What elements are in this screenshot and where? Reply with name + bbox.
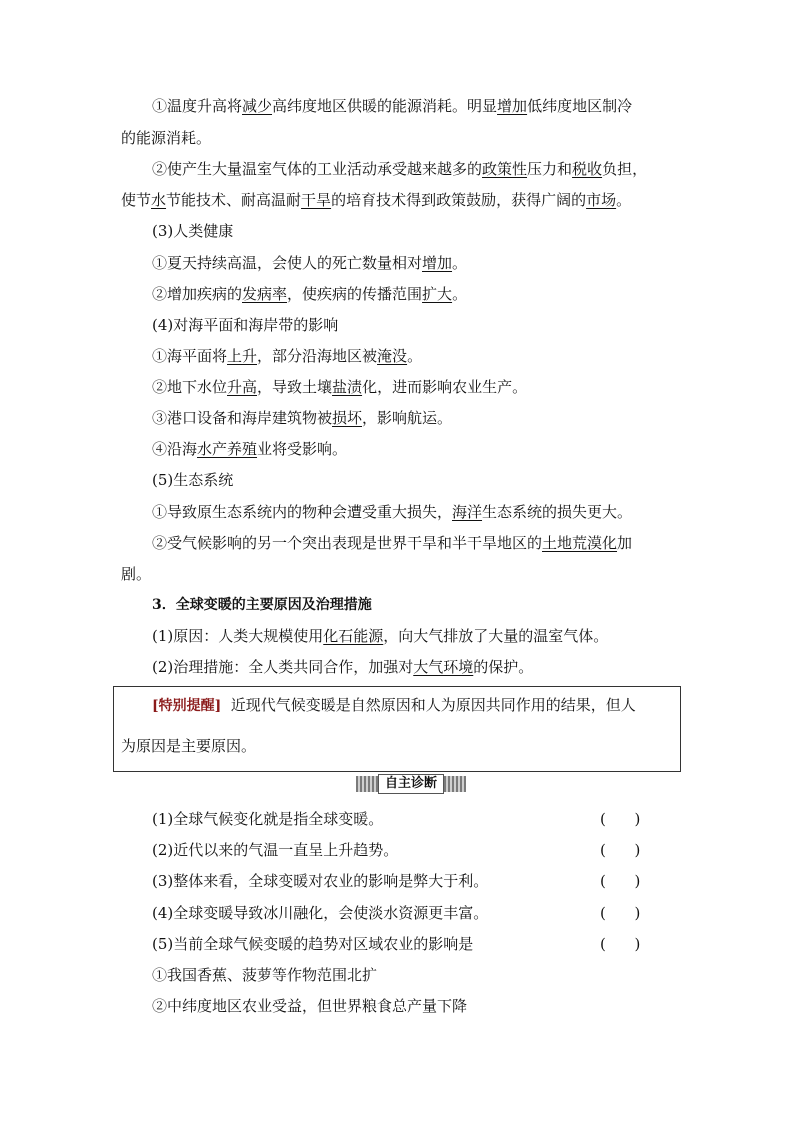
text-segment: 业将受影响。 xyxy=(257,440,348,458)
answer-blank: 盐渍 xyxy=(332,378,363,396)
eco-line-2 xyxy=(152,533,632,553)
diagnosis-sub-item: ②中纬度地区农业受益，但世界粮食总产量下降 xyxy=(152,997,468,1015)
eco-line-2-cont: 剧。 xyxy=(121,565,152,583)
text-segment: 低纬度地区制冷 xyxy=(527,97,633,115)
answer-bracket: ( ) xyxy=(600,935,641,953)
text-segment: ，导致土壤 xyxy=(257,378,333,396)
sea-heading: (4)对海平面和海岸带的影响 xyxy=(152,316,339,334)
answer-blank: 海洋 xyxy=(452,503,483,521)
answer-blank: 增加 xyxy=(422,254,453,272)
answer-blank: 土地荒漠化 xyxy=(542,534,618,552)
text-segment: ，使疾病的传播范围 xyxy=(287,285,423,303)
answer-blank: 减少 xyxy=(242,97,273,115)
text-segment: ①温度升高将 xyxy=(152,97,243,115)
health-line-1 xyxy=(152,253,467,273)
text-segment: ，部分沿海地区被 xyxy=(257,347,378,365)
text-segment: ②增加疾病的 xyxy=(152,285,243,303)
reminder-text: 近现代气候变暖是自然原因和人为原因共同作用的结果，但人 xyxy=(230,696,636,714)
energy-line-1 xyxy=(152,96,632,116)
cause-line xyxy=(152,626,608,646)
self-diagnosis-label: 自主诊断 xyxy=(378,774,444,794)
text-segment: 使节 xyxy=(121,191,152,209)
answer-blank: 扩大 xyxy=(422,285,453,303)
text-segment: ①海平面将 xyxy=(152,347,228,365)
answer-blank: 政策性 xyxy=(482,160,528,178)
text-segment: ，向大气排放了大量的温室气体。 xyxy=(383,627,609,645)
sea-line-4 xyxy=(152,439,347,459)
sea-line-1 xyxy=(152,346,422,366)
text-segment: 加 xyxy=(617,534,633,552)
diagnosis-item: (3)整体来看，全球变暖对农业的影响是弊大于利。 xyxy=(152,872,489,890)
energy-line-1-cont: 的能源消耗。 xyxy=(121,129,212,147)
answer-blank: 市场 xyxy=(586,191,617,209)
answer-blank: 发病率 xyxy=(242,285,288,303)
diagnosis-item: (1)全球气候变化就是指全球变暖。 xyxy=(152,810,384,828)
text-segment: ③港口设备和海岸建筑物被 xyxy=(152,409,333,427)
text-segment: (1)原因：人类大规模使用 xyxy=(152,627,324,645)
text-segment: ，影响航运。 xyxy=(362,409,453,427)
answer-blank: 损坏 xyxy=(332,409,363,427)
sea-line-3 xyxy=(152,408,452,428)
text-segment: 节能技术、耐高温耐 xyxy=(166,191,302,209)
text-segment: ④沿海 xyxy=(152,440,198,458)
diagnosis-item: (4)全球变暖导致冰川融化，会使淡水资源更丰富。 xyxy=(152,904,489,922)
diagnosis-sub-item: ①我国香蕉、菠萝等作物范围北扩 xyxy=(152,966,378,984)
self-diagnosis-banner xyxy=(356,774,466,794)
energy-line-2 xyxy=(152,159,647,179)
text-segment: 。 xyxy=(407,347,423,365)
answer-bracket: ( ) xyxy=(600,872,641,890)
reminder-tag: [特别提醒] xyxy=(152,698,222,714)
reminder-line-2: 为原因是主要原因。 xyxy=(121,737,257,755)
answer-bracket: ( ) xyxy=(600,904,641,922)
answer-blank: 化石能源 xyxy=(323,627,384,645)
energy-line-2-cont xyxy=(121,190,631,210)
answer-blank: 淹没 xyxy=(377,347,408,365)
answer-bracket: ( ) xyxy=(600,841,641,859)
answer-blank: 大气环境 xyxy=(413,658,474,676)
text-segment: ①导致原生态系统内的物种会遭受重大损失， xyxy=(152,503,453,521)
text-segment: 化，进而影响农业生产。 xyxy=(362,378,528,396)
text-segment: 。 xyxy=(452,285,468,303)
health-line-2 xyxy=(152,284,467,304)
eco-line-1 xyxy=(152,502,632,522)
answer-bracket: ( ) xyxy=(600,810,641,828)
text-segment: 。 xyxy=(452,254,468,272)
text-segment: 的保护。 xyxy=(473,658,534,676)
answer-blank: 上升 xyxy=(227,347,258,365)
text-segment: 。 xyxy=(616,191,632,209)
answer-blank: 水产养殖 xyxy=(197,440,258,458)
answer-blank: 升高 xyxy=(227,378,258,396)
text-segment: ②地下水位 xyxy=(152,378,228,396)
eco-heading: (5)生态系统 xyxy=(152,471,234,489)
text-segment: ②受气候影响的另一个突出表现是世界干旱和半干旱地区的 xyxy=(152,534,543,552)
sea-line-2 xyxy=(152,377,527,397)
text-segment: ①夏天持续高温，会使人的死亡数量相对 xyxy=(152,254,423,272)
text-segment: (2)治理措施：全人类共同合作，加强对 xyxy=(152,658,414,676)
diagnosis-item: (5)当前全球气候变暖的趋势对区域农业的影响是 xyxy=(152,935,474,953)
text-segment: 压力和 xyxy=(527,160,573,178)
text-segment: 高纬度地区供暖的能源消耗。明显 xyxy=(272,97,498,115)
answer-blank: 水 xyxy=(151,191,167,209)
text-segment: ②使产生大量温室气体的工业活动承受越来越多的 xyxy=(152,160,483,178)
measure-line xyxy=(152,657,533,677)
text-segment: 的培育技术得到政策鼓励，获得广阔的 xyxy=(331,191,587,209)
section-3-heading: 3．全球变暖的主要原因及治理措施 xyxy=(152,597,372,613)
text-segment: 生态系统的损失更大。 xyxy=(482,503,633,521)
answer-blank: 税收 xyxy=(572,160,603,178)
answer-blank: 干旱 xyxy=(301,191,332,209)
diagnosis-item: (2)近代以来的气温一直呈上升趋势。 xyxy=(152,841,399,859)
text-segment: 负担， xyxy=(602,160,648,178)
reminder-line-1 xyxy=(152,695,636,716)
health-heading: (3)人类健康 xyxy=(152,222,234,240)
answer-blank: 增加 xyxy=(497,97,528,115)
